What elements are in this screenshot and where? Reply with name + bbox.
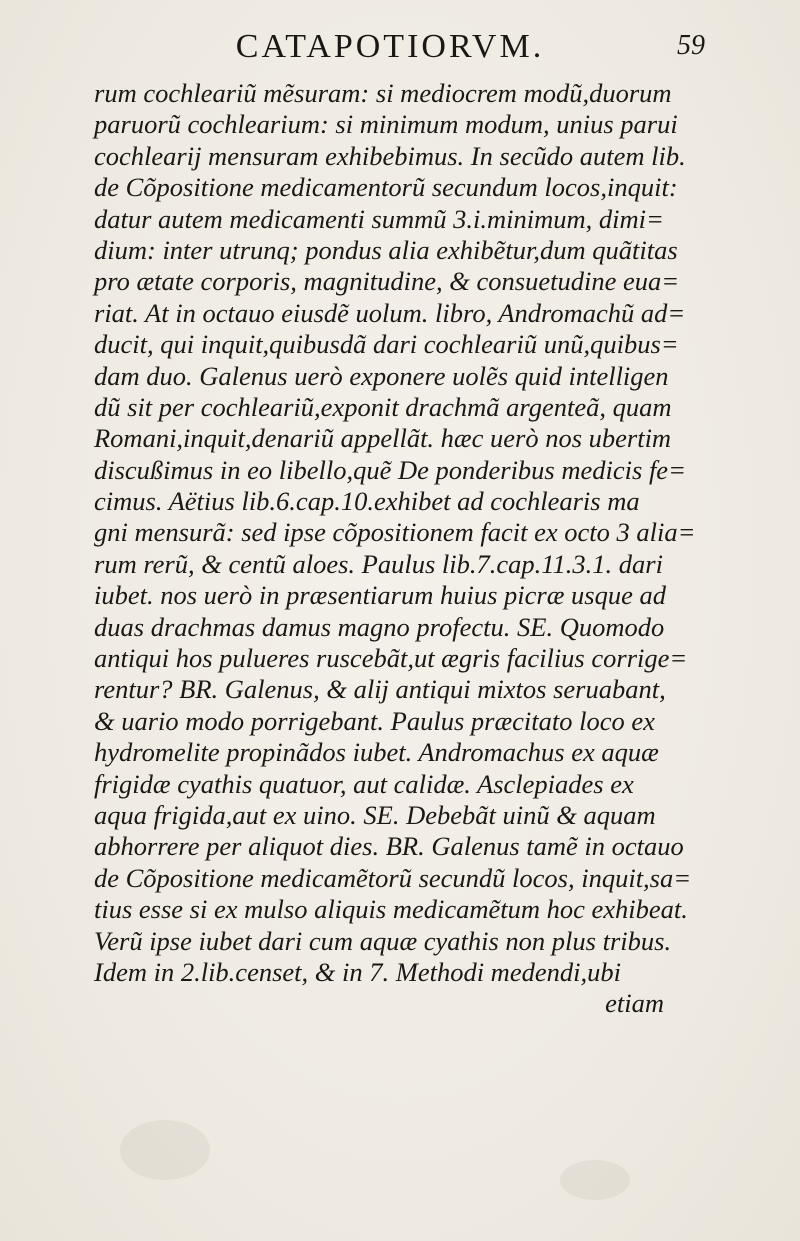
text-line: hydromelite propinãdos iubet. Andromachus ex aquæ — [94, 737, 659, 768]
text-line: Romani,inquit,denariũ appellãt. hæc uerò nos ubertim — [94, 423, 672, 454]
text-line: antiqui hos pulueres ruscebãt,ut ægris facilius corrige= — [94, 643, 688, 674]
text-line: cochlearij mensuram exhibebimus. In secũdo autem lib. — [94, 140, 686, 171]
text-line: dũ sit per cochleariũ,exponit drachmã argenteã, quam — [94, 391, 672, 422]
text-line: Verũ ipse iubet dari cum aquæ cyathis non plus tribus. — [94, 925, 672, 956]
text-line: aqua frigida,aut ex uino. SE. Debebãt uinũ & aquam — [94, 799, 656, 830]
text-line: tius esse si ex mulso aliquis medicamẽtum hoc exhibeat. — [94, 894, 688, 925]
paper-stain — [120, 1120, 210, 1180]
text-line: rum cochleariũ mẽsuram: si mediocrem modũ,duorum — [94, 78, 672, 108]
paper-stain — [560, 1160, 630, 1200]
text-line: & uario modo porrigebant. Paulus præcitato loco ex — [94, 705, 655, 736]
page-header — [90, 28, 705, 68]
catchword: etiam — [605, 988, 664, 1019]
text-line: abhorrere per aliquot dies. BR. Galenus tamẽ in octauo — [94, 831, 684, 862]
text-line: iubet. nos uerò in præsentiarum huius picræ usque ad — [94, 580, 666, 611]
text-line: frigidæ cyathis quatuor, aut calidæ. Asclepiades ex — [94, 768, 634, 799]
text-line: dium: inter utrunq; pondus alia exhibẽtur,dum quãtitas — [94, 234, 678, 265]
text-line: discußimus in eo libello,quẽ De ponderibus medicis fe= — [94, 454, 686, 485]
text-line: de Cõpositione medicamẽtorũ secundũ locos, inquit,sa= — [94, 862, 692, 893]
text-line: riat. At in octauo eiusdẽ uolum. libro, Andromachũ ad= — [94, 297, 686, 328]
text-line: de Cõpositione medicamentorũ secundum locos,inquit: — [94, 172, 678, 203]
text-line: datur autem medicamenti summũ 3.i.minimum, dimi= — [94, 203, 664, 234]
text-line: rum rerũ, & centũ aloes. Paulus lib.7.cap.11.3.1. dari — [94, 548, 663, 579]
text-line: duas drachmas damus magno profectu. SE. Quomodo — [94, 611, 665, 642]
page-number: 59 — [677, 30, 705, 61]
text-line: cimus. Aëtius lib.6.cap.10.exhibet ad cochlearis ma — [94, 486, 640, 517]
text-line: dam duo. Galenus uerò exponere uolẽs quid intelligen — [94, 360, 669, 391]
text-line: rentur? BR. Galenus, & alij antiqui mixtos seruabant, — [94, 674, 666, 705]
running-title: CATAPOTIORVM. — [235, 28, 545, 65]
text-line: ducit, qui inquit,quibusdã dari cochleariũ unũ,quibus= — [94, 329, 679, 360]
text-line: Idem in 2.lib.censet, & in 7. Methodi medendi,ubi — [94, 956, 621, 987]
text-line: paruorũ cochlearium: si minimum modum, unius parui — [94, 109, 678, 140]
text-line: gni mensurã: sed ipse cõpositionem facit ex octo 3 alia= — [94, 517, 696, 548]
text-line: pro ætate corporis, magnitudine, & consuetudine eua= — [94, 266, 680, 297]
body-text — [94, 78, 706, 1020]
